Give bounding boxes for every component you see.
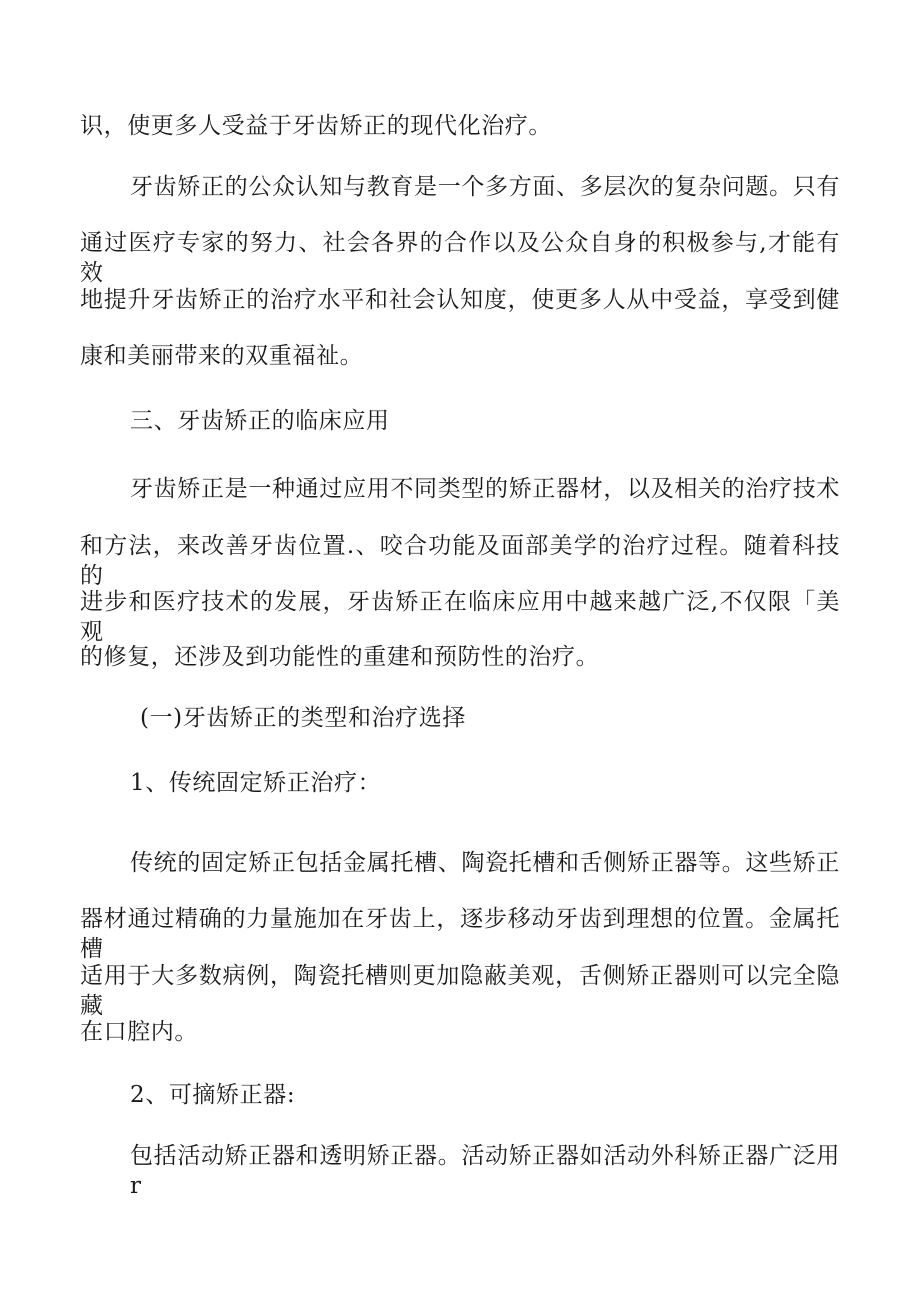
paragraph-line: 进步和医疗技术的发展，牙齿矫正在临床应用中越来越广泛,不仅限「美观: [80, 589, 840, 645]
paragraph-line: 和方法，来改善牙齿位置.、咬合功能及面部美学的治疗过程。随着科技的: [80, 533, 840, 589]
subsection-heading: (一)牙齿矫正的类型和治疗选择: [140, 705, 466, 731]
paragraph-line: 在口腔内。: [80, 1019, 198, 1045]
paragraph-line: 通过医疗专家的努力、社会各界的合作以及公众自身的积极参与,才能有效: [80, 230, 840, 286]
paragraph-line: 牙齿矫正的公众认知与教育是一个多方面、多层次的复杂问题。只有: [130, 174, 840, 200]
paragraph-line: 牙齿矫正是一种通过应用不同类型的矫正器材，以及相关的治疗技术: [130, 476, 840, 502]
paragraph-line: 包括活动矫正器和透明矫正器。活动矫正器如活动外科矫正器广泛用r: [130, 1143, 840, 1199]
paragraph-line: 康和美丽带来的双重福祉。: [80, 343, 364, 369]
paragraph-line: 地提升牙齿矫正的治疗水平和社会认知度，使更多人从中受益，享受到健: [80, 287, 840, 313]
paragraph-line: 适用于大多数病例，陶瓷托槽则更加隐蔽美观，舌侧矫正器则可以完全隐藏: [80, 963, 840, 1019]
item-title: 2、可摘矫正器:: [130, 1082, 296, 1108]
paragraph-line: 传统的固定矫正包括金属托槽、陶瓷托槽和舌侧矫正器等。这些矫正: [130, 850, 840, 876]
item-title: 1、传统固定矫正治疗：: [130, 770, 382, 796]
paragraph-line: 识，使更多人受益于牙齿矫正的现代化治疗。: [80, 113, 552, 139]
paragraph-line: 的修复，还涉及到功能性的重建和预防性的治疗。: [80, 644, 600, 670]
section-heading: 三、牙齿矫正的临床应用: [130, 408, 390, 434]
paragraph-line: 器材通过精确的力量施加在牙齿上，逐步移动牙齿到理想的位置。金属托槽: [80, 906, 840, 962]
